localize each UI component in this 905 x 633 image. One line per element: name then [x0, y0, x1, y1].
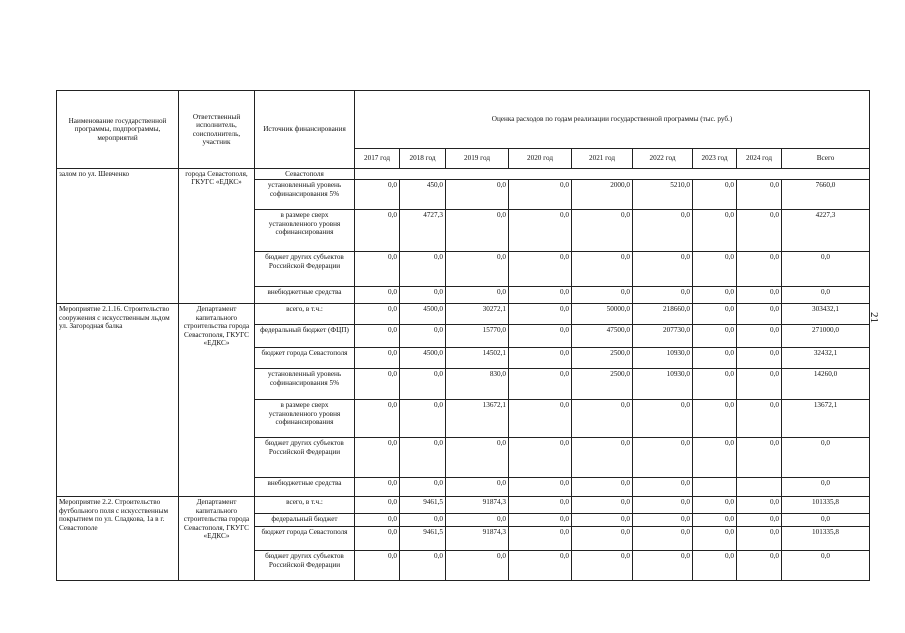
header-executor: Ответственный исполнитель, соисполнитель, участник: [179, 91, 255, 169]
source-cell: установленный уровень софинансирования 5%: [255, 180, 355, 210]
value-cell: 0,0: [355, 325, 400, 348]
value-cell: 0,0: [737, 514, 782, 527]
value-cell: 0,0: [572, 514, 633, 527]
value-cell: 0,0: [400, 551, 446, 581]
value-cell: 0,0: [400, 325, 446, 348]
value-cell: 0,0: [509, 369, 572, 400]
total-cell: 4227,3: [782, 210, 870, 252]
value-cell: 91874,3: [446, 497, 509, 514]
value-cell: 0,0: [572, 478, 633, 497]
value-cell: 0,0: [737, 210, 782, 252]
value-cell: 10930,0: [633, 369, 693, 400]
value-cell: 0,0: [693, 348, 737, 369]
value-cell: 0,0: [509, 527, 572, 551]
source-cell: бюджет города Севастополя: [255, 527, 355, 551]
value-cell: 0,0: [400, 400, 446, 438]
year-header: 2020 год: [509, 149, 572, 169]
source-cell: установленный уровень софинансирования 5%: [255, 369, 355, 400]
value-cell: 0,0: [572, 210, 633, 252]
value-cell: 0,0: [737, 252, 782, 287]
table-row: [57, 497, 870, 514]
value-cell: 0,0: [509, 304, 572, 325]
executor: города Севастополя, ГКУГС «ЕДКС»: [179, 169, 255, 304]
total-cell: 101335,8: [782, 527, 870, 551]
value-cell: 0,0: [446, 210, 509, 252]
value-cell: 0,0: [693, 287, 737, 304]
source-cell: в размере сверх установленного уровня софинансирования: [255, 210, 355, 252]
value-cell: 0,0: [693, 551, 737, 581]
source-cell: бюджет города Севастополя: [255, 348, 355, 369]
value-cell: 0,0: [355, 551, 400, 581]
value-cell: 4500,0: [400, 348, 446, 369]
value-cell: 0,0: [693, 252, 737, 287]
value-cell: 0,0: [737, 369, 782, 400]
value-cell: 0,0: [400, 438, 446, 478]
value-cell: 0,0: [633, 551, 693, 581]
value-cell: 0,0: [355, 369, 400, 400]
value-cell: 0,0: [446, 478, 509, 497]
value-cell: 0,0: [509, 478, 572, 497]
total-cell: 0,0: [782, 514, 870, 527]
value-cell: 0,0: [355, 527, 400, 551]
value-cell: 0,0: [737, 325, 782, 348]
value-cell: 0,0: [446, 514, 509, 527]
value-cell: 0,0: [446, 287, 509, 304]
total-cell: 32432,1: [782, 348, 870, 369]
value-cell: 0,0: [737, 527, 782, 551]
value-cell: 0,0: [400, 478, 446, 497]
value-cell: [737, 478, 782, 497]
value-cell: 0,0: [737, 400, 782, 438]
source-cell: всего, в т.ч.:: [255, 497, 355, 514]
header-estimate: Оценка расходов по годам реализации государственной программы (тыс. руб.): [355, 91, 870, 149]
total-cell: 0,0: [782, 551, 870, 581]
value-cell: 0,0: [509, 551, 572, 581]
value-cell: 0,0: [633, 497, 693, 514]
value-cell: 0,0: [355, 287, 400, 304]
value-cell: 0,0: [633, 252, 693, 287]
value-cell: 0,0: [693, 400, 737, 438]
year-header: 2022 год: [633, 149, 693, 169]
executor: Департамент капитального строительства города Севастополя, ГКУГС «ЕДКС»: [179, 304, 255, 497]
value-cell: 0,0: [355, 478, 400, 497]
total-cell: 14260,0: [782, 369, 870, 400]
value-cell: 830,0: [446, 369, 509, 400]
total-cell: 0,0: [782, 252, 870, 287]
value-cell: 0,0: [400, 369, 446, 400]
year-header: 2018 год: [400, 149, 446, 169]
total-cell: 101335,8: [782, 497, 870, 514]
value-cell: 207730,0: [633, 325, 693, 348]
blank-cell: [355, 169, 870, 180]
table-row: [57, 304, 870, 325]
measure-name: Мероприятие 2.2. Строительство футбольного поля с искусственным покрытием по ул. Сладкова, 1а в г. Севастополе: [57, 497, 179, 581]
value-cell: 0,0: [693, 514, 737, 527]
source-cell: бюджет других субъектов Российской Федерации: [255, 252, 355, 287]
value-cell: 0,0: [446, 252, 509, 287]
header-name: Наименование государственной программы, подпрограммы, мероприятий: [57, 91, 179, 169]
measure-name: залом по ул. Шевченко: [57, 169, 179, 304]
value-cell: 0,0: [572, 252, 633, 287]
value-cell: 0,0: [572, 287, 633, 304]
table-row: [57, 169, 870, 180]
value-cell: 0,0: [693, 304, 737, 325]
value-cell: 2500,0: [572, 348, 633, 369]
value-cell: 0,0: [737, 304, 782, 325]
value-cell: 0,0: [509, 180, 572, 210]
source-lead: Севастополя: [255, 169, 355, 180]
value-cell: 0,0: [509, 438, 572, 478]
total-header: Всего: [782, 149, 870, 169]
value-cell: 0,0: [355, 400, 400, 438]
source-cell: бюджет других субъектов Российской Федерации: [255, 551, 355, 581]
year-header: 2017 год: [355, 149, 400, 169]
value-cell: 0,0: [572, 551, 633, 581]
source-cell: внебюджетные средства: [255, 287, 355, 304]
value-cell: 218660,0: [633, 304, 693, 325]
value-cell: 10930,0: [633, 348, 693, 369]
value-cell: 2000,0: [572, 180, 633, 210]
value-cell: 0,0: [509, 325, 572, 348]
year-header: 2023 год: [693, 149, 737, 169]
value-cell: 0,0: [446, 551, 509, 581]
value-cell: 0,0: [693, 210, 737, 252]
header-source: Источник финансирования: [255, 91, 355, 169]
value-cell: 9461,5: [400, 497, 446, 514]
value-cell: 0,0: [446, 180, 509, 210]
value-cell: 9461,5: [400, 527, 446, 551]
source-cell: федеральный бюджет (ФЦП): [255, 325, 355, 348]
value-cell: 0,0: [693, 180, 737, 210]
value-cell: 50000,0: [572, 304, 633, 325]
value-cell: 0,0: [737, 438, 782, 478]
year-header: 2021 год: [572, 149, 633, 169]
value-cell: 0,0: [355, 514, 400, 527]
budget-table: [56, 90, 870, 581]
total-cell: 271000,0: [782, 325, 870, 348]
value-cell: 0,0: [355, 210, 400, 252]
value-cell: 4500,0: [400, 304, 446, 325]
value-cell: 14502,1: [446, 348, 509, 369]
source-cell: бюджет других субъектов Российской Федерации: [255, 438, 355, 478]
value-cell: 0,0: [693, 325, 737, 348]
source-cell: федеральный бюджет: [255, 514, 355, 527]
value-cell: 0,0: [400, 287, 446, 304]
value-cell: 0,0: [693, 369, 737, 400]
value-cell: 13672,1: [446, 400, 509, 438]
total-cell: 303432,1: [782, 304, 870, 325]
value-cell: 0,0: [572, 497, 633, 514]
value-cell: 30272,1: [446, 304, 509, 325]
value-cell: 0,0: [633, 400, 693, 438]
source-cell: в размере сверх установленного уровня софинансирования: [255, 400, 355, 438]
year-header: 2019 год: [446, 149, 509, 169]
value-cell: 0,0: [572, 527, 633, 551]
value-cell: 0,0: [355, 348, 400, 369]
value-cell: 0,0: [737, 180, 782, 210]
value-cell: 0,0: [509, 252, 572, 287]
value-cell: 15770,0: [446, 325, 509, 348]
page-number: 21: [868, 312, 880, 323]
value-cell: 0,0: [400, 514, 446, 527]
value-cell: 0,0: [355, 497, 400, 514]
value-cell: 0,0: [633, 527, 693, 551]
value-cell: 0,0: [509, 287, 572, 304]
value-cell: 0,0: [509, 210, 572, 252]
value-cell: 0,0: [633, 438, 693, 478]
total-cell: 7660,0: [782, 180, 870, 210]
value-cell: 0,0: [737, 348, 782, 369]
value-cell: 0,0: [572, 400, 633, 438]
value-cell: 0,0: [633, 478, 693, 497]
value-cell: 2500,0: [572, 369, 633, 400]
value-cell: 0,0: [446, 438, 509, 478]
value-cell: 0,0: [737, 497, 782, 514]
value-cell: 0,0: [693, 438, 737, 478]
total-cell: 13672,1: [782, 400, 870, 438]
value-cell: 0,0: [633, 210, 693, 252]
value-cell: 0,0: [693, 497, 737, 514]
value-cell: 91874,3: [446, 527, 509, 551]
value-cell: 0,0: [737, 551, 782, 581]
value-cell: 0,0: [633, 514, 693, 527]
value-cell: 0,0: [572, 438, 633, 478]
value-cell: 0,0: [400, 252, 446, 287]
value-cell: 0,0: [509, 348, 572, 369]
total-cell: 0,0: [782, 438, 870, 478]
total-cell: 0,0: [782, 287, 870, 304]
value-cell: 0,0: [509, 514, 572, 527]
value-cell: 0,0: [355, 252, 400, 287]
value-cell: 0,0: [509, 400, 572, 438]
executor: Департамент капитального строительства города Севастополя, ГКУГС «ЕДКС»: [179, 497, 255, 581]
value-cell: 0,0: [633, 287, 693, 304]
value-cell: 0,0: [355, 304, 400, 325]
value-cell: 5210,0: [633, 180, 693, 210]
value-cell: 450,0: [400, 180, 446, 210]
source-cell: внебюджетные средства: [255, 478, 355, 497]
total-cell: 0,0: [782, 478, 870, 497]
value-cell: 0,0: [509, 497, 572, 514]
value-cell: 4727,3: [400, 210, 446, 252]
year-header: 2024 год: [737, 149, 782, 169]
table-body: [57, 169, 870, 581]
measure-name: Мероприятие 2.1.16. Строительство сооружения с искусственным льдом ул. Загородная балка: [57, 304, 179, 497]
value-cell: 47500,0: [572, 325, 633, 348]
source-cell: всего, в т.ч.:: [255, 304, 355, 325]
value-cell: [693, 478, 737, 497]
value-cell: 0,0: [355, 438, 400, 478]
value-cell: 0,0: [355, 180, 400, 210]
value-cell: 0,0: [693, 527, 737, 551]
value-cell: 0,0: [737, 287, 782, 304]
